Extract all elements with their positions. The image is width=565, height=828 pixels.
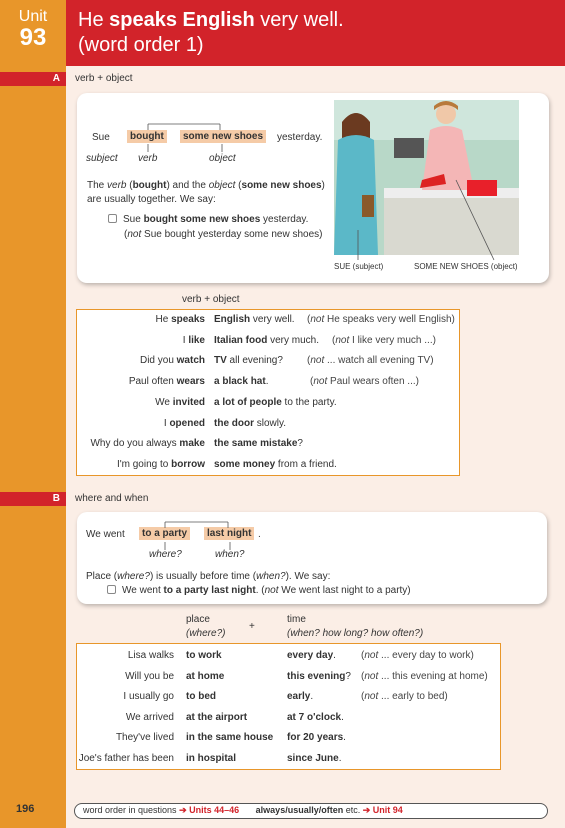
row-obj: a lot of people — [214, 396, 282, 408]
table-row — [77, 459, 459, 479]
row-time-value: early — [287, 691, 311, 703]
text: where? — [117, 571, 150, 582]
text: bought — [132, 180, 167, 191]
row-verb: make — [179, 438, 205, 450]
note-text: I like very much ...) — [349, 334, 436, 346]
section-a-title: verb + object — [75, 73, 133, 84]
row-end: . — [333, 650, 336, 661]
explanation-line1 — [87, 180, 325, 191]
row-object — [214, 355, 283, 366]
table-row — [77, 732, 500, 752]
text: to a party last night — [163, 585, 256, 596]
row-verb: opened — [169, 417, 205, 429]
row-subject — [155, 397, 205, 408]
title-part: He — [78, 9, 110, 31]
row-pre: We arrived — [125, 711, 174, 723]
label-verb: verb — [138, 153, 158, 164]
text: Sue bought yesterday some new shoes) — [141, 229, 323, 240]
not-example — [124, 229, 322, 240]
page-title — [78, 9, 344, 32]
section-b-label: B — [0, 492, 66, 506]
row-end: . — [341, 711, 344, 723]
title-part: very well. — [254, 9, 344, 31]
row-note: (not ... every day to work) — [361, 650, 474, 661]
say-example — [108, 214, 308, 225]
text: some new shoes — [241, 180, 322, 191]
table-row — [77, 671, 500, 691]
ex-b-time: last night — [204, 527, 254, 540]
unit-number: 93 — [19, 24, 47, 51]
text: ( — [124, 229, 128, 240]
row-rest: very much. — [267, 334, 320, 346]
row-time-value: this evening — [287, 670, 346, 682]
text: Sue — [123, 214, 144, 225]
table-row — [77, 376, 459, 396]
row-place: to bed — [186, 691, 216, 703]
checkbox-icon — [107, 585, 116, 594]
row-obj: English — [214, 314, 251, 325]
row-place: to work — [186, 650, 222, 661]
text: . ( — [255, 585, 265, 596]
row-pre: We — [155, 396, 173, 408]
row-subject — [90, 438, 205, 449]
table-a-header: verb + object — [182, 294, 240, 305]
row-pre: I'm going to — [116, 458, 172, 470]
row-rest: . — [265, 376, 269, 388]
unit-badge — [0, 0, 66, 66]
note-not: not — [364, 650, 379, 661]
row-object — [214, 335, 319, 346]
explanation-line2: are usually together. We say: — [87, 194, 216, 205]
row-obj: a black hat — [214, 376, 266, 388]
row-pre: Paul often — [128, 376, 177, 388]
row-subject — [117, 459, 205, 470]
sidebar — [0, 66, 66, 828]
page-number: 196 — [16, 803, 35, 815]
row-pre: Lisa walks — [127, 650, 174, 661]
text: We went last night to a party) — [278, 585, 411, 596]
note-not: not — [310, 314, 325, 325]
text: The — [87, 180, 108, 191]
label-when: when? — [215, 549, 245, 560]
row-end: . — [343, 732, 346, 744]
row-pre: I — [182, 334, 189, 346]
row-pre: I — [163, 417, 170, 429]
row-pre: Why do you always — [90, 438, 180, 450]
row-time — [287, 691, 313, 702]
row-obj: Italian food — [214, 334, 268, 346]
table-row — [77, 712, 500, 732]
table-row — [77, 753, 500, 773]
hdr-plus: + — [249, 621, 255, 632]
row-verb: borrow — [171, 458, 205, 470]
note-text: He speaks very well English) — [324, 314, 455, 325]
section-a-label: A — [0, 72, 66, 86]
row-subject — [156, 314, 205, 325]
arrow-icon: ➔ — [362, 805, 371, 815]
ex-subject: Sue — [92, 132, 110, 143]
note-not: not — [364, 670, 379, 682]
row-note: (not I like very much ...) — [332, 334, 436, 346]
row-place: in hospital — [186, 753, 236, 764]
title-bold: speaks English — [109, 9, 255, 31]
table-row — [77, 397, 459, 417]
row-note: (not He speaks very well English) — [307, 314, 455, 325]
hdr-time-q: (when? how long? how often?) — [287, 628, 424, 639]
text: ) — [321, 180, 325, 191]
row-end: ? — [345, 670, 351, 682]
note-not: not — [310, 355, 325, 367]
unit-word: Unit — [18, 8, 48, 25]
row-subject — [129, 376, 205, 387]
hdr-time: time — [287, 614, 306, 625]
ex-verb: bought — [127, 130, 167, 143]
row-subject — [164, 418, 205, 429]
row-time — [287, 753, 341, 764]
table-row — [77, 438, 459, 458]
row-verb: watch — [176, 355, 205, 367]
row-pre: He — [155, 314, 172, 325]
row-time — [287, 732, 346, 743]
footer-crossref — [74, 803, 548, 819]
row-time — [287, 650, 336, 661]
table-row — [77, 691, 500, 711]
row-time-value: for 20 years — [287, 732, 344, 744]
row-time-value: at 7 o'clock — [287, 711, 342, 723]
row-obj: the door — [214, 417, 254, 429]
row-rest: to the party. — [281, 396, 337, 408]
section-b-title: where and when — [75, 493, 149, 504]
row-subject — [183, 335, 205, 346]
hdr-place-q: (where?) — [186, 628, 226, 639]
note-text: ... early to bed) — [378, 691, 448, 703]
row-end: . — [338, 753, 342, 764]
row-object — [214, 418, 286, 429]
arrow-icon: ➔ — [179, 805, 187, 815]
text: We went — [122, 585, 164, 596]
row-verb: invited — [172, 396, 205, 408]
note-text: ... watch all evening TV) — [324, 355, 434, 367]
row-note: (not ... watch all evening TV) — [307, 355, 434, 367]
note-text: ... this evening at home) — [378, 670, 488, 682]
row-time — [287, 671, 351, 682]
label-subject: subject — [86, 153, 118, 164]
caption-shoes: SOME NEW SHOES (object) — [414, 262, 518, 271]
table-row — [77, 335, 459, 355]
say-example-b — [107, 585, 411, 596]
table-b — [76, 643, 501, 770]
bracket-lines-b — [140, 518, 270, 553]
table-row — [77, 314, 459, 334]
row-verb: speaks — [171, 314, 205, 325]
row-rest: ? — [297, 438, 303, 450]
text: ). We say: — [285, 571, 331, 582]
row-time-value: every day — [287, 650, 334, 661]
row-note: (not Paul wears often ...) — [310, 376, 419, 388]
row-place: at home — [186, 670, 225, 682]
hdr-place: place — [186, 614, 210, 625]
ex-b-place: to a party — [139, 527, 190, 540]
link-units-44-46[interactable]: Units 44–46 — [189, 805, 240, 815]
row-time-value: since June — [287, 753, 339, 764]
row-object — [214, 459, 337, 470]
table-a — [76, 309, 460, 476]
text: ) and the — [166, 180, 209, 191]
ex-time: yesterday. — [277, 132, 323, 143]
row-time — [287, 712, 344, 723]
ex-b-pre: We went — [86, 529, 125, 540]
table-row — [77, 650, 500, 670]
row-pre: They've lived — [115, 732, 174, 744]
text: object — [208, 180, 236, 191]
bracket-lines — [80, 120, 280, 155]
row-object — [214, 438, 303, 449]
label-object: object — [209, 153, 236, 164]
note-text: Paul wears often ...) — [327, 376, 419, 388]
table-row — [77, 355, 459, 375]
footer-text: always/usually/often — [255, 805, 344, 815]
title-bar — [66, 0, 565, 66]
row-note: (not ... this evening at home) — [361, 670, 488, 682]
caption-lines — [334, 100, 524, 270]
row-end: . — [310, 691, 314, 703]
ex-b-dot: . — [258, 529, 261, 540]
note-text: ... every day to work) — [378, 650, 474, 661]
text: bought some new shoes — [143, 214, 261, 225]
row-note: (not ... early to bed) — [361, 691, 448, 703]
row-verb: like — [188, 334, 205, 346]
row-verb: wears — [176, 376, 205, 388]
label-where: where? — [149, 549, 182, 560]
row-pre: I usually go — [123, 691, 174, 703]
caption-sue: SUE (subject) — [334, 262, 384, 271]
row-pre: Joe's father has been — [78, 753, 174, 764]
row-rest: from a friend. — [275, 458, 337, 470]
row-pre: Did you — [139, 355, 177, 367]
text: verb — [107, 180, 127, 191]
row-object — [214, 397, 337, 408]
text: yesterday. — [260, 214, 309, 225]
row-obj: some money — [214, 458, 276, 470]
row-rest: very well. — [250, 314, 295, 325]
text: ) is usually before time ( — [149, 571, 257, 582]
footer-text: word order in questions — [83, 805, 180, 815]
row-obj: the same mistake — [214, 438, 298, 450]
link-unit-94[interactable]: Unit 94 — [372, 805, 403, 815]
note-not: not — [313, 376, 328, 388]
note-not: not — [364, 691, 379, 703]
row-place: at the airport — [186, 711, 248, 723]
row-place: in the same house — [186, 732, 274, 744]
footer-text: etc. — [343, 805, 363, 815]
checkbox-icon — [108, 214, 117, 223]
text: when? — [256, 571, 286, 582]
text: ( — [126, 180, 133, 191]
text: not — [264, 585, 279, 596]
text: Place ( — [86, 571, 118, 582]
row-subject — [140, 355, 205, 366]
table-row — [77, 418, 459, 438]
row-object — [214, 376, 268, 387]
text: ( — [235, 180, 242, 191]
row-obj: TV — [214, 355, 227, 367]
place-rule — [86, 571, 330, 582]
text: not — [127, 229, 142, 240]
row-object — [214, 314, 295, 325]
note-not: not — [335, 334, 350, 346]
row-rest: all evening? — [226, 355, 283, 367]
row-rest: slowly. — [254, 417, 287, 429]
page-subtitle: (word order 1) — [78, 34, 204, 56]
ex-object: some new shoes — [180, 130, 266, 143]
row-pre: Will you be — [125, 670, 174, 682]
